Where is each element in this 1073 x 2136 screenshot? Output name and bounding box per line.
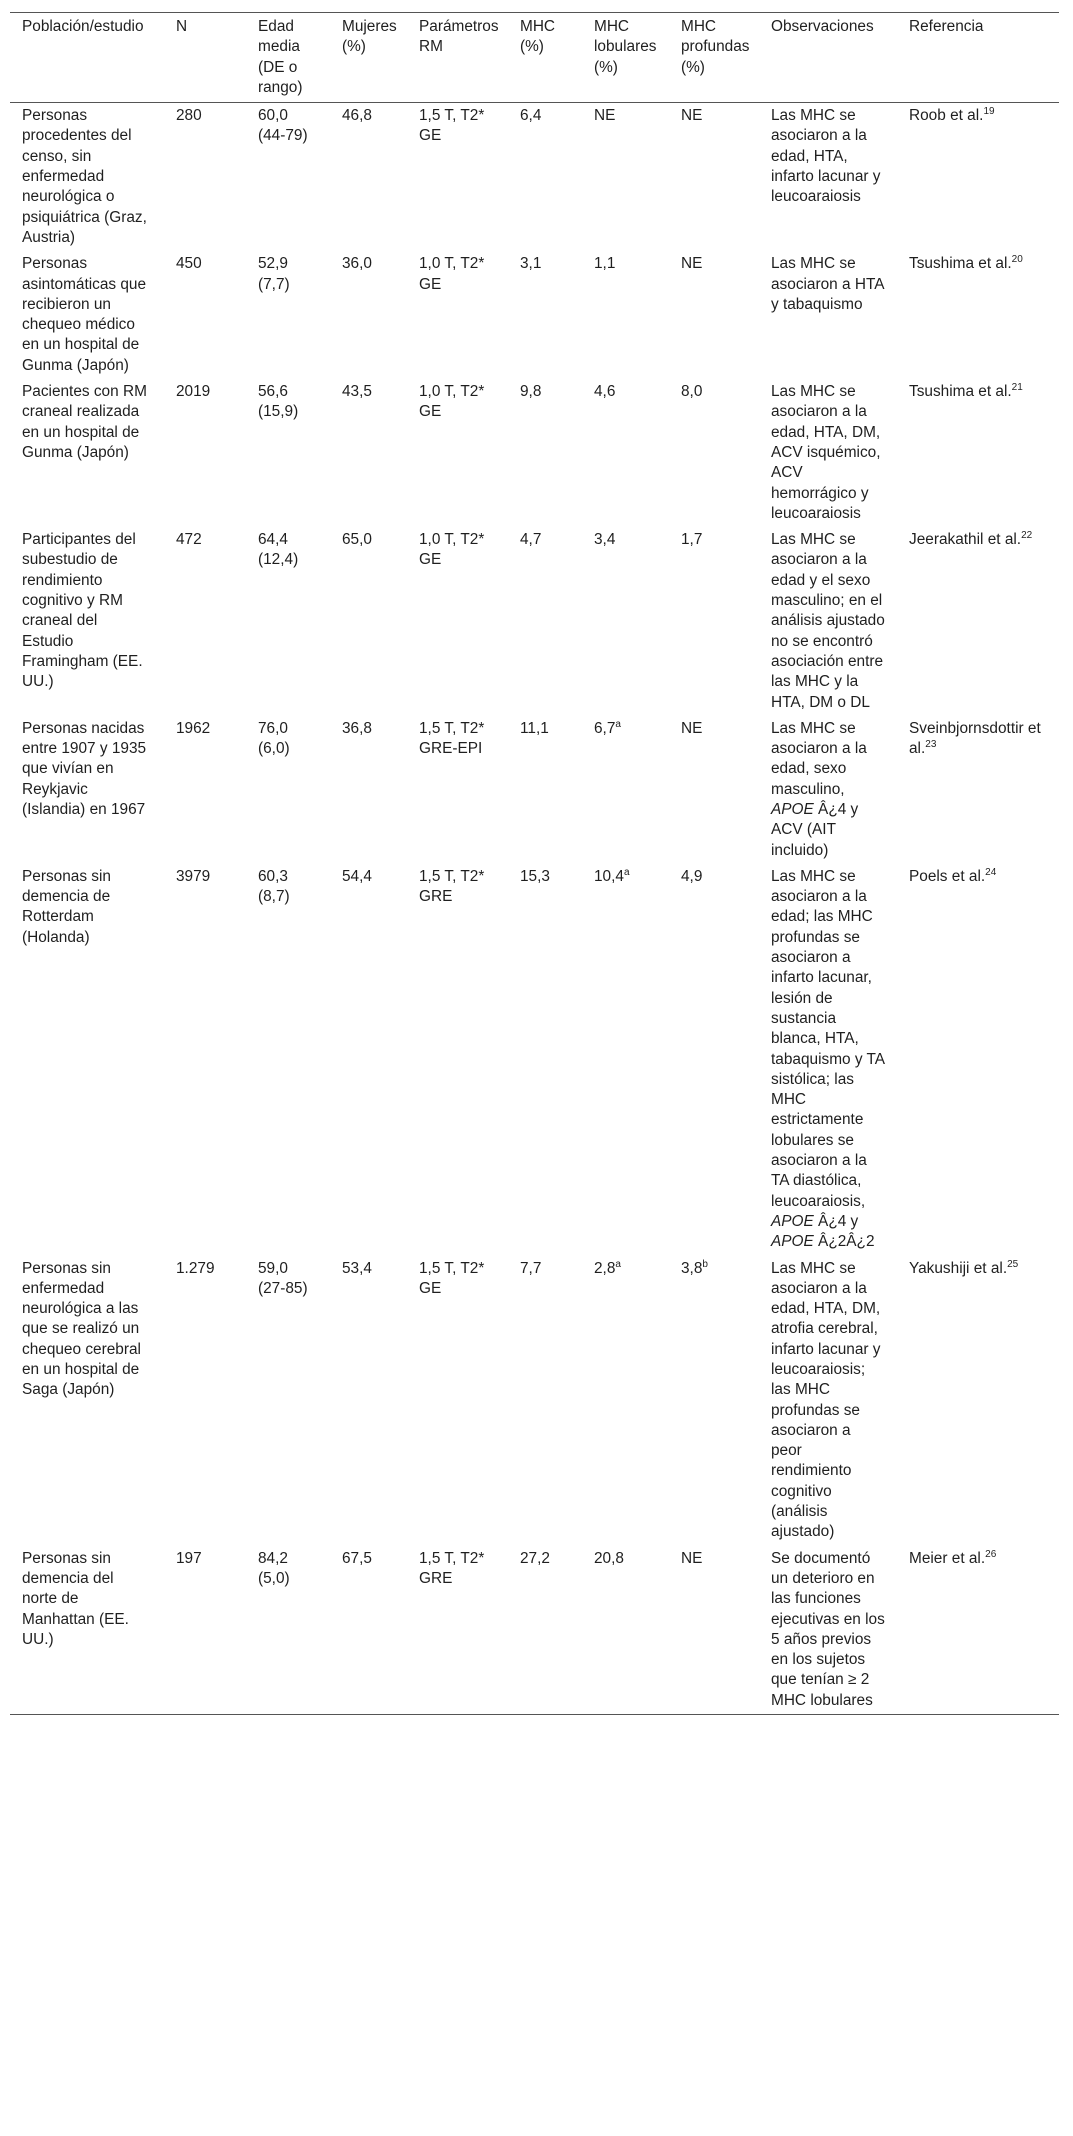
reference-footnote: 24 — [985, 866, 997, 878]
cell-reference — [897, 379, 1059, 527]
cell-reference — [897, 1256, 1059, 1546]
deep-value: NE — [681, 719, 703, 737]
header-row — [10, 13, 1059, 103]
lobar-value: 10,4 — [594, 867, 624, 885]
table-row — [10, 716, 1059, 864]
cell-age: 59,0 (27-85) — [258, 1259, 308, 1297]
cell-reference — [897, 251, 1059, 379]
obs-text: Â¿4 y — [813, 1212, 859, 1230]
obs-gene: APOE — [771, 1233, 814, 1251]
cell-lobar — [582, 527, 669, 716]
lobar-footnote: a — [623, 866, 630, 878]
reference-footnote: 21 — [1011, 381, 1023, 393]
header-mri: Parámetros RM — [407, 13, 508, 103]
table-row — [10, 379, 1059, 527]
cell-mhc: 6,4 — [520, 107, 542, 125]
reference-footnote: 19 — [983, 106, 995, 118]
table-container — [10, 12, 1059, 1715]
cell-mri: 1,0 T, T2* GE — [419, 531, 485, 569]
reference-text: Roob et al. — [909, 107, 984, 125]
table-row — [10, 527, 1059, 716]
cell-mri: 1,5 T, T2* GE — [419, 1259, 485, 1297]
reference-footnote: 25 — [1007, 1258, 1019, 1270]
cell-lobar — [582, 1546, 669, 1715]
cell-age: 60,0 (44-79) — [258, 107, 308, 145]
reference-footnote: 23 — [925, 738, 937, 750]
cell-mhc: 7,7 — [520, 1259, 542, 1277]
cell-n: 2019 — [176, 383, 211, 401]
cell-mhc: 15,3 — [520, 867, 550, 885]
cell-deep — [669, 1546, 759, 1715]
cell-observations: Las MHC se asociaron a la edad, HTA, DM, atrofia cerebral, infarto lacunar y leucoaraiosis; las MHC profundas se asociaron a peor rendimiento cognitivo (análisis ajustado) — [771, 1259, 881, 1541]
cell-lobar — [582, 251, 669, 379]
lobar-value: 3,4 — [594, 531, 616, 549]
header-population: Población/estudio — [10, 13, 164, 103]
cell-population: Personas sin demencia de Rotterdam (Holanda) — [22, 867, 111, 946]
cell-mhc: 4,7 — [520, 531, 542, 549]
lobar-footnote: a — [615, 1258, 621, 1270]
table-row — [10, 1256, 1059, 1546]
header-mhc: MHC (%) — [508, 13, 582, 103]
table-row — [10, 103, 1059, 252]
cell-mri: 1,0 T, T2* GE — [419, 255, 485, 293]
cell-n: 472 — [176, 531, 202, 549]
cell-lobar — [582, 716, 669, 864]
cell-age: 84,2 (5,0) — [246, 1546, 330, 1715]
header-reference: Referencia — [897, 13, 1059, 103]
cell-reference — [897, 716, 1059, 864]
cell-deep — [669, 251, 759, 379]
header-age: Edad media (DE o rango) — [246, 13, 330, 103]
cell-lobar — [582, 103, 669, 252]
cell-population: Personas procedentes del censo, sin enfermedad neurológica o psiquiátrica (Graz, Austria) — [22, 107, 147, 246]
cell-mri: 1,5 T, T2* GRE-EPI — [419, 719, 485, 758]
cell-observations: Las MHC se asociaron a la edad, HTA, infarto lacunar y leucoaraiosis — [771, 107, 881, 206]
lobar-value: 6,7 — [594, 719, 616, 737]
header-n: N — [164, 13, 246, 103]
cell-deep — [669, 103, 759, 252]
cell-reference — [897, 103, 1059, 252]
cell-mri: 1,5 T, T2* GRE — [419, 867, 485, 906]
lobar-value: 1,1 — [594, 255, 616, 273]
table-header — [10, 13, 1059, 103]
obs-text: Â¿2Â¿2 — [813, 1233, 875, 1251]
cell-age: 64,4 (12,4) — [258, 531, 299, 569]
deep-value: 4,9 — [681, 867, 703, 885]
cell-observations: Las MHC se asociaron a la edad, HTA, DM, ACV isquémico, ACV hemorrágico y leucoaraiosis — [771, 383, 881, 522]
reference-footnote: 22 — [1021, 530, 1033, 541]
table-row — [10, 251, 1059, 379]
cell-women: 54,4 — [342, 867, 372, 885]
header-women: Mujeres (%) — [330, 13, 407, 103]
cell-observations: Las MHC se asociaron a HTA y tabaquismo — [771, 255, 884, 313]
cell-mhc: 3,1 — [520, 255, 542, 273]
cell-women: 46,8 — [342, 107, 372, 125]
cell-lobar — [582, 864, 669, 1256]
deep-value: 8,0 — [681, 383, 703, 401]
cell-n: 3979 — [176, 867, 211, 885]
cell-n: 450 — [176, 255, 202, 273]
reference-footnote: 20 — [1011, 254, 1023, 266]
cell-mri: 1,5 T, T2* GRE — [407, 1546, 508, 1715]
cell-population: Personas asintomáticas que recibieron un chequeo médico en un hospital de Gunma (Japón) — [22, 255, 147, 374]
cell-observations: Las MHC se asociaron a la edad y el sexo masculino; en el análisis ajustado no se encontró asociación entre las MHC y la HTA, DM o DL — [771, 531, 885, 711]
cell-deep — [669, 1256, 759, 1546]
reference-text: Yakushiji et al. — [909, 1259, 1008, 1277]
cell-deep — [669, 379, 759, 527]
cell-women: 67,5 — [330, 1546, 407, 1715]
cell-age: 76,0 (6,0) — [258, 719, 290, 758]
reference-text: Meier et al. — [909, 1549, 986, 1567]
table-body — [10, 103, 1059, 1715]
lobar-value: NE — [594, 107, 616, 125]
lobar-footnote: a — [615, 718, 621, 730]
cell-mri: 1,0 T, T2* GE — [419, 383, 485, 421]
obs-text: Las MHC se asociaron a la edad; las MHC profundas se asociaron a infarto lacunar, lesión de sustancia blanca, HTA, tabaquismo y TA sistólica; las MHC estrictamente lobulares se asociaron a la TA diastólica, leucoaraiosis, — [771, 867, 885, 1210]
cell-observations: Se documentó un deterioro en las funciones ejecutivas en los 5 años previos en los sujetos que tenían ≥ 2 MHC lobulares — [759, 1546, 897, 1715]
deep-value: NE — [681, 107, 703, 125]
reference-text: Jeerakathil et al. — [909, 531, 1022, 549]
cell-observations — [759, 864, 897, 1256]
cell-population: Personas sin enfermedad neurológica a las que se realizó un chequeo cerebral en un hospital de Saga (Japón) — [22, 1259, 141, 1399]
cell-mhc: 9,8 — [520, 383, 542, 401]
cell-reference — [897, 1546, 1059, 1715]
cell-reference — [897, 527, 1059, 716]
table-row — [10, 1546, 1059, 1715]
cell-women: 36,0 — [342, 255, 372, 273]
cell-women: 53,4 — [342, 1259, 372, 1277]
cell-n: 1.279 — [176, 1259, 215, 1277]
cell-population: Personas sin demencia del norte de Manhattan (EE. UU.) — [10, 1546, 164, 1715]
header-observations: Observaciones — [759, 13, 897, 103]
cell-women: 65,0 — [342, 531, 372, 549]
cell-n: 197 — [164, 1546, 246, 1715]
reference-footnote: 26 — [985, 1548, 997, 1560]
header-deep: MHC profundas (%) — [669, 13, 759, 103]
cell-population: Personas nacidas entre 1907 y 1935 que vivían en Reykjavic (Islandia) en 1967 — [22, 719, 147, 818]
reference-text: Tsushima et al. — [909, 255, 1012, 273]
cell-age: 60,3 (8,7) — [258, 867, 290, 906]
lobar-value: 4,6 — [594, 383, 616, 401]
cell-women: 43,5 — [342, 383, 372, 401]
obs-text: Â¿4 y ACV (AIT incluido) — [771, 800, 859, 859]
header-lobar: MHC lobulares (%) — [582, 13, 669, 103]
obs-text: Las MHC se asociaron a la edad, sexo masculino, — [771, 719, 867, 798]
table-row — [10, 864, 1059, 1256]
studies-table — [10, 12, 1059, 1715]
reference-text: Poels et al. — [909, 867, 986, 885]
cell-deep — [669, 527, 759, 716]
cell-n: 1962 — [176, 719, 211, 737]
cell-deep — [669, 864, 759, 1256]
deep-value: 3,8 — [681, 1259, 703, 1277]
cell-lobar — [582, 1256, 669, 1546]
lobar-value: 2,8 — [594, 1259, 616, 1277]
cell-observations — [759, 716, 897, 864]
cell-reference — [897, 864, 1059, 1256]
reference-text: Sveinbjornsdottir et al. — [909, 719, 1041, 758]
reference-text: Tsushima et al. — [909, 383, 1012, 401]
obs-gene: APOE — [771, 1212, 814, 1230]
cell-n: 280 — [176, 107, 202, 125]
cell-age: 56,6 (15,9) — [258, 383, 299, 421]
deep-value: NE — [681, 255, 703, 273]
cell-deep — [669, 716, 759, 864]
cell-population: Participantes del subestudio de rendimiento cognitivo y RM craneal del Estudio Framingham (EE. UU.) — [22, 531, 143, 691]
cell-mhc: 11,1 — [520, 719, 549, 737]
deep-footnote: b — [702, 1258, 708, 1270]
cell-women: 36,8 — [342, 719, 372, 737]
deep-value: 1,7 — [681, 531, 703, 549]
cell-mri: 1,5 T, T2* GE — [419, 107, 485, 145]
cell-lobar — [582, 379, 669, 527]
cell-population: Pacientes con RM craneal realizada en un hospital de Gunma (Japón) — [22, 383, 147, 461]
cell-age: 52,9 (7,7) — [258, 255, 290, 293]
lobar-value: 20,8 — [594, 1549, 624, 1567]
obs-gene: APOE — [771, 800, 814, 818]
deep-value: NE — [681, 1549, 703, 1567]
cell-mhc: 27,2 — [508, 1546, 582, 1715]
